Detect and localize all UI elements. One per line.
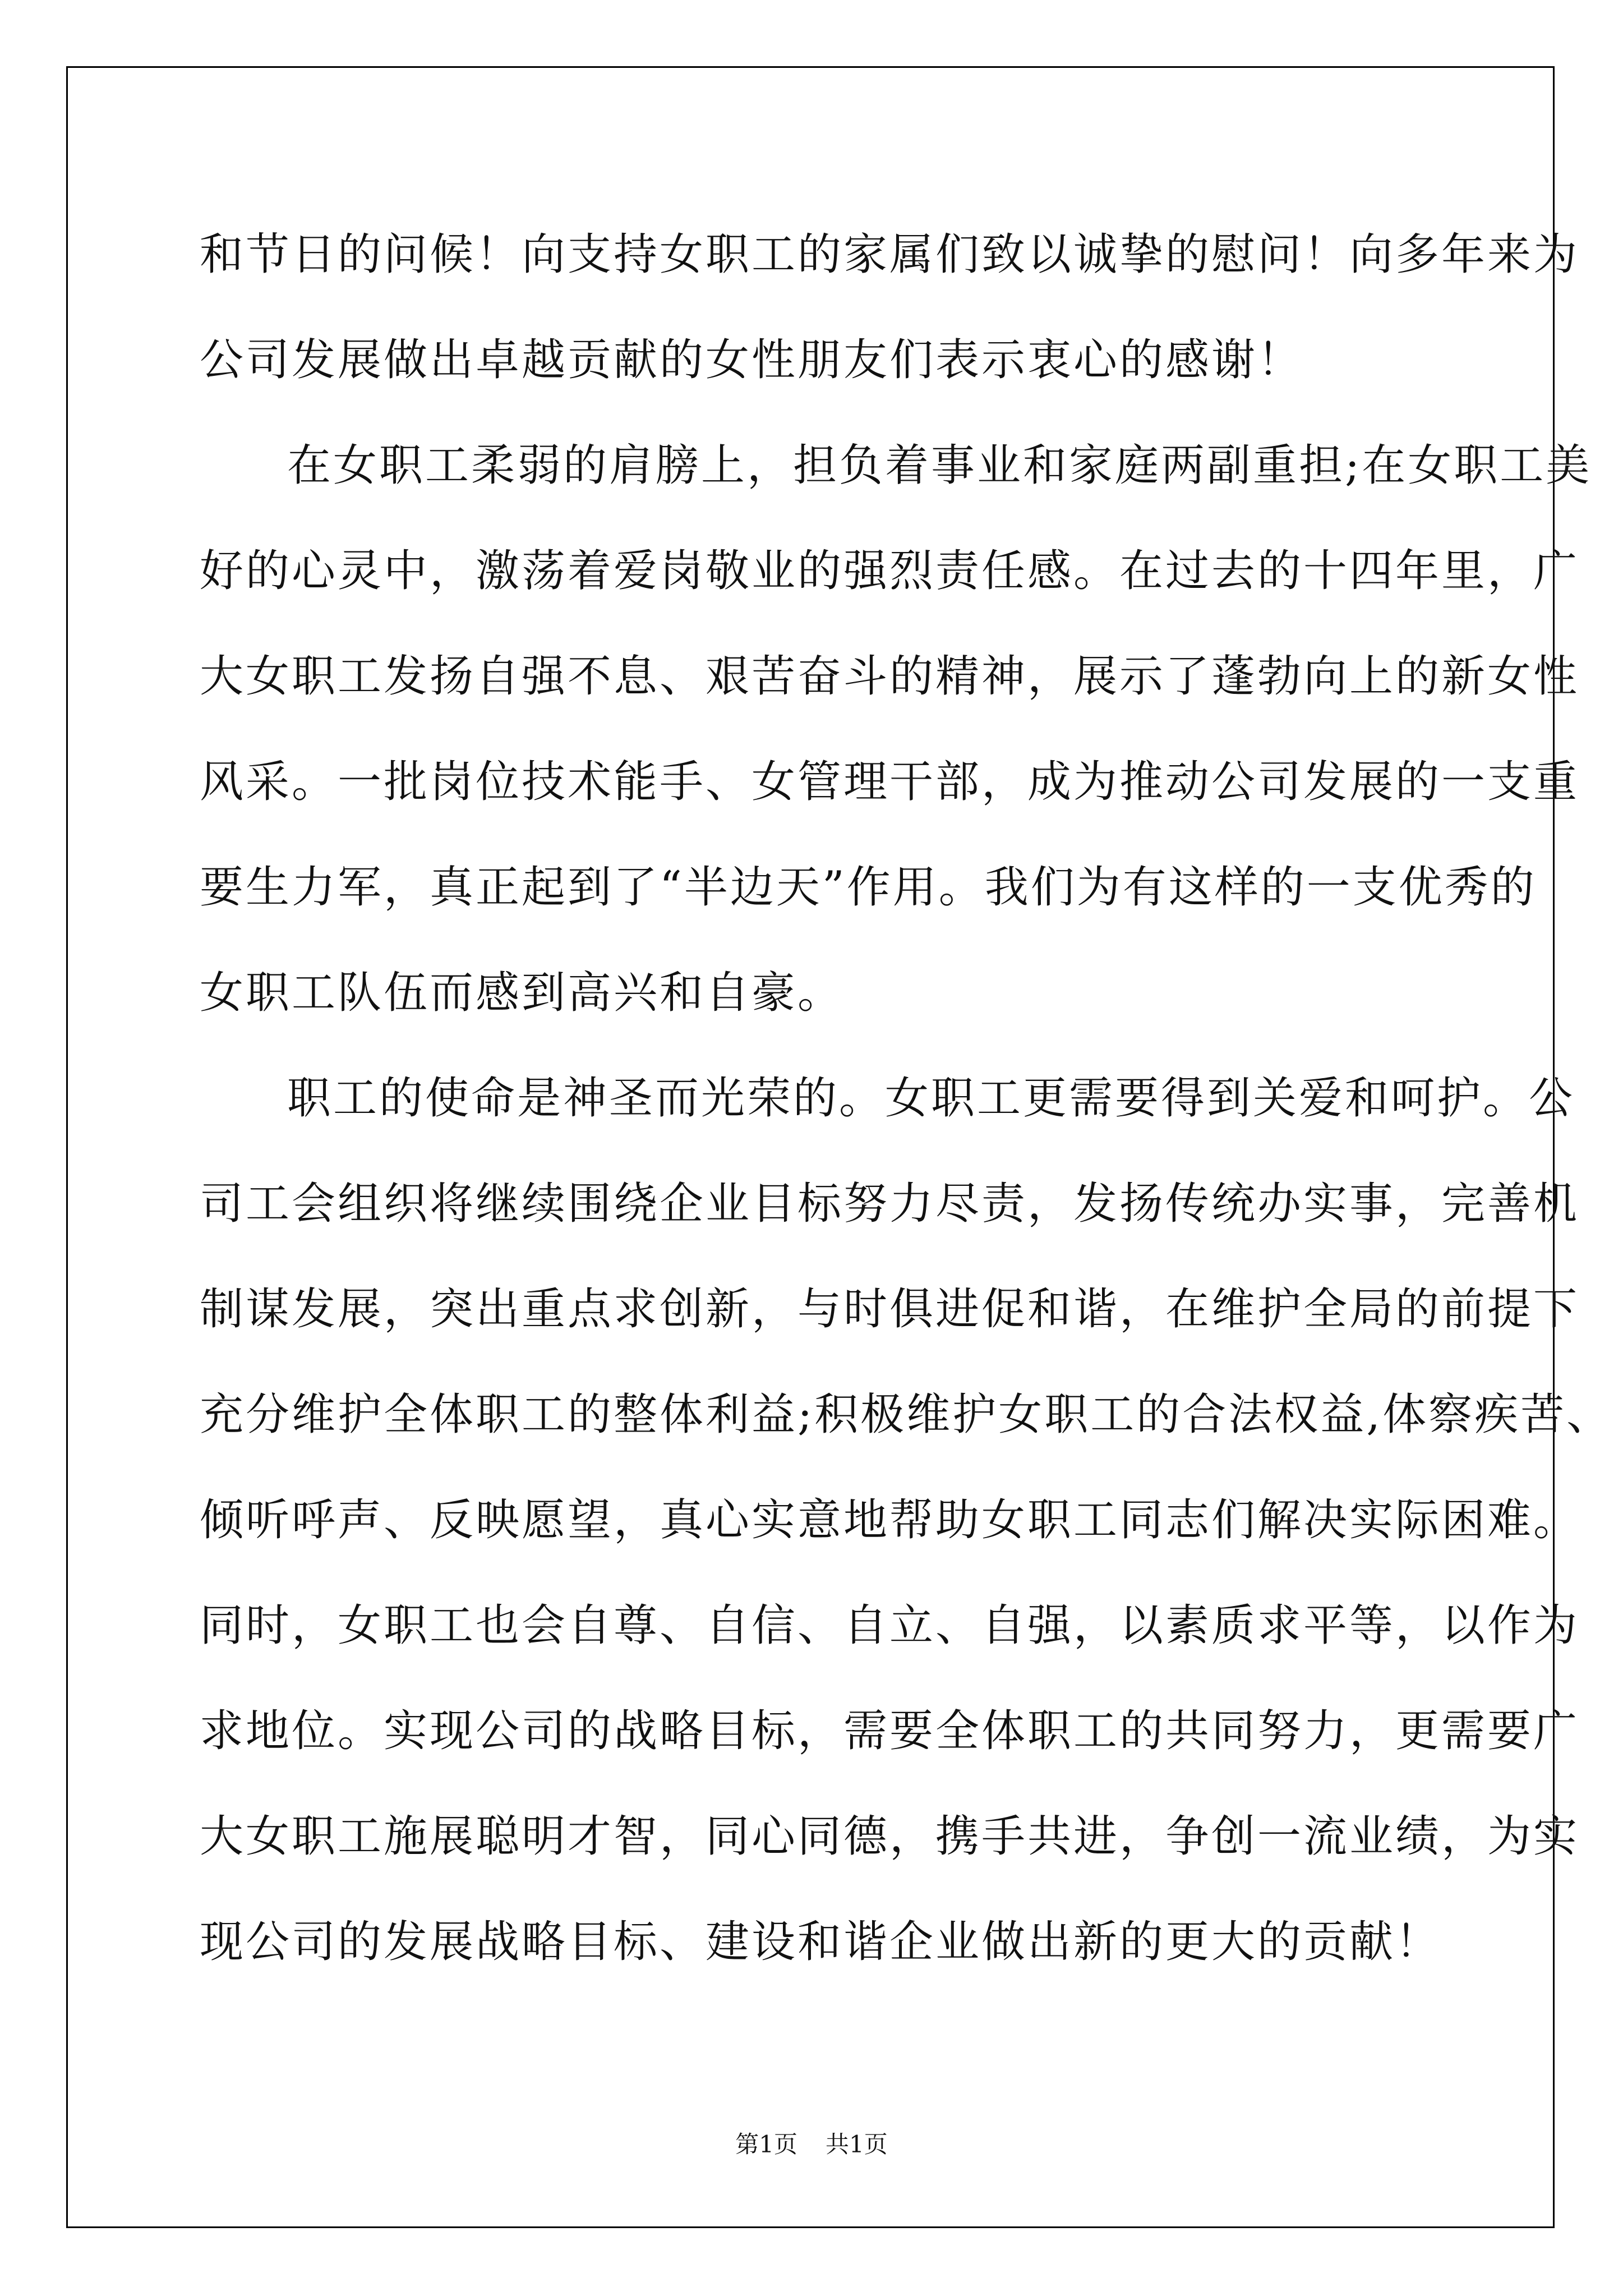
document-body [200, 202, 1613, 1995]
text-line: 和节日的问候！向支持女职工的家属们致以诚挚的慰问！向多年来为 [200, 229, 1580, 280]
text-line: 倾听呼声、反映愿望，真心实意地帮助女职工同志们解决实际困难。 [200, 1495, 1580, 1545]
text-line: 公司发展做出卓越贡献的女性朋友们表示衷心的感谢！ [200, 335, 1304, 385]
text-line: 大女职工施展聪明才智，同心同德，携手共进，争创一流业绩，为实 [200, 1811, 1580, 1862]
text-line: 职工的使命是神圣而光荣的。女职工更需要得到关爱和呵护。公 [287, 1073, 1575, 1124]
text-line: 司工会组织将继续围绕企业目标努力尽责，发扬传统办实事，完善机 [200, 1179, 1580, 1229]
page-number-total: 共1页 [826, 2131, 888, 2158]
text-line: 风采。一批岗位技术能手、女管理干部，成为推动公司发展的一支重 [200, 757, 1580, 807]
text-line: 要生力军，真正起到了“半边天”作用。我们为有这样的一支优秀的 [200, 862, 1537, 913]
text-line: 女职工队伍而感到高兴和自豪。 [200, 968, 844, 1018]
text-line: 现公司的发展战略目标、建设和谐企业做出新的更大的贡献！ [200, 1917, 1442, 1967]
text-line: 在女职工柔弱的肩膀上，担负着事业和家庭两副重担;在女职工美 [287, 440, 1592, 491]
page-footer [0, 2126, 1623, 2160]
text-line: 好的心灵中，激荡着爱岗敬业的强烈责任感。在过去的十四年里，广 [200, 546, 1580, 596]
text-line: 求地位。实现公司的战略目标，需要全体职工的共同努力，更需要广 [200, 1706, 1580, 1756]
text-line: 同时，女职工也会自尊、自信、自立、自强，以素质求平等，以作为 [200, 1600, 1580, 1651]
text-line: 制谋发展，突出重点求创新，与时俱进促和谐，在维护全局的前提下 [200, 1284, 1580, 1335]
text-line: 充分维护全体职工的整体利益;积极维护女职工的合法权益,体察疾苦、 [200, 1389, 1613, 1440]
page-number-current: 第1页 [735, 2131, 797, 2158]
text-line: 大女职工发扬自强不息、艰苦奋斗的精神，展示了蓬勃向上的新女性 [200, 651, 1580, 702]
